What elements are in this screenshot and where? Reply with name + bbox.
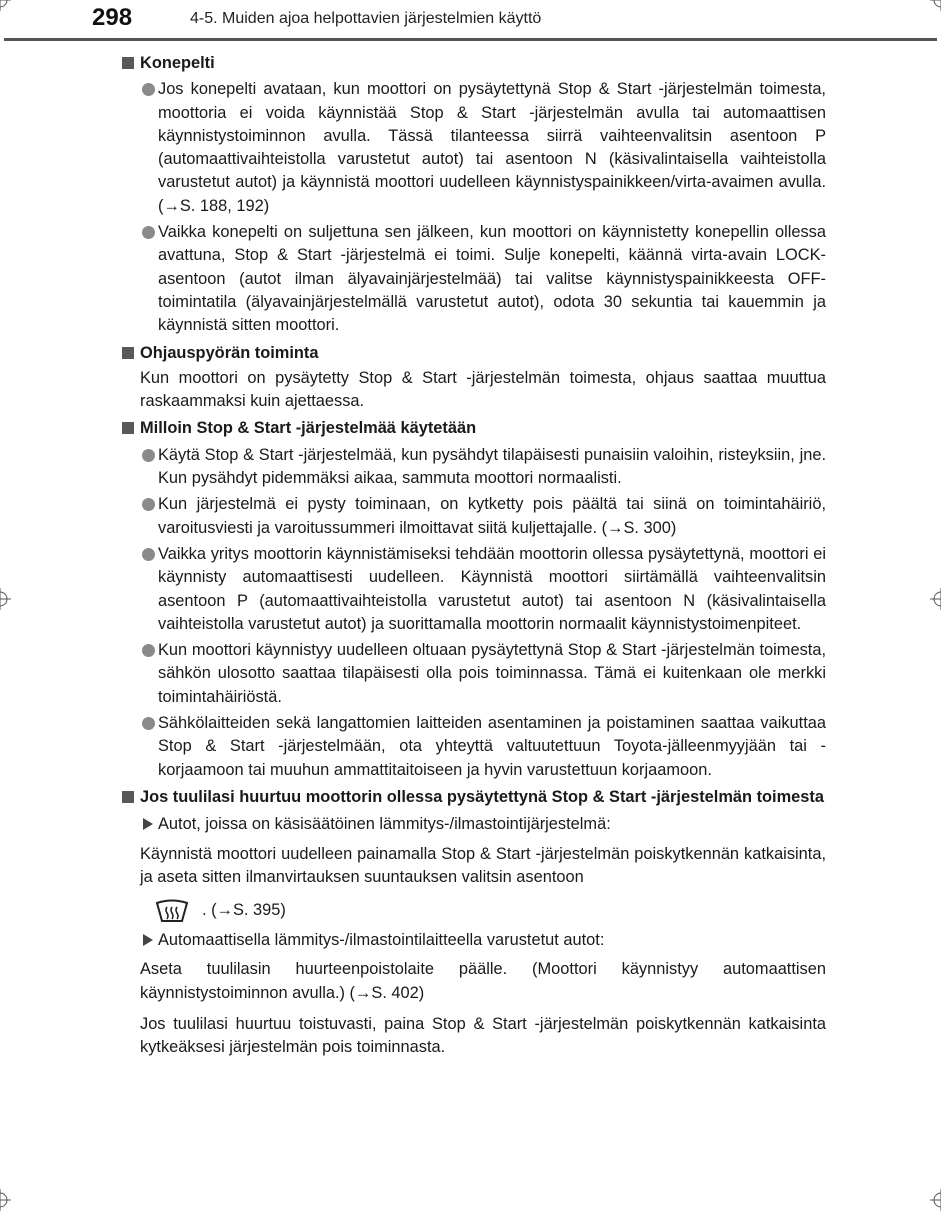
- bullet-item: Vaikka konepelti on suljettuna sen jälkeen, kun moottori on käynnistetty konepellin ollessa avattuna, Stop & Start -järjestelmä ei toimi. Sulje konepelti, käännä virta-avain LOCK-asentoon (autot ilman älyavainjärjestelmää) tai valitse käynnistyspainikkeesta OFF-toimintatila (älyavainjärjestelmällä varustetut autot), odota 30 sekuntia tai kauemmin ja käynnistä sitten moottori.: [121, 221, 826, 337]
- paragraph: Kun moottori on pysäytetty Stop & Start -järjestelmän toimesta, ohjaus saattaa muuttua raskaammaksi kuin ajettaessa.: [140, 368, 826, 411]
- bullet-item: Kun järjestelmä ei pysty toiminaan, on kytketty pois päältä tai siinä on toimintahäiriö, varoitusviesti ja varoitussummeri ilmoittavat siitä kuljettajalle. (→S. 300): [121, 493, 826, 540]
- paragraph: Jos tuulilasi huurtuu toistuvasti, paina Stop & Start -järjestelmän poiskytkennän katkaisinta kytkeäksesi järjestelmän pois toiminnasta.: [140, 1014, 826, 1057]
- registration-mark: [930, 1189, 941, 1211]
- bullet-dot-icon: [142, 644, 155, 657]
- section-heading: Ohjauspyörän toiminta: [121, 342, 826, 365]
- bullet-dot-icon: [142, 226, 155, 239]
- registration-mark: [0, 588, 11, 610]
- page-content: [121, 52, 826, 1060]
- bullet-dot-icon: [142, 548, 155, 561]
- chapter-title: 4-5. Muiden ajoa helpottavien järjestelmien käyttö: [190, 10, 542, 27]
- paragraph: Aseta tuulilasin huurteenpoistolaite päälle. (Moottori käynnistyy automaattisen käynnistystoiminnon avulla.) (→S. 402): [140, 960, 826, 1002]
- bullet-dot-icon: [142, 717, 155, 730]
- registration-mark: [930, 0, 941, 11]
- paragraph: Käynnistä moottori uudelleen painamalla Stop & Start -järjestelmän poiskytkennän katkaisinta, ja aseta sitten ilmanvirtauksen suuntauksen valitsin asentoon: [140, 844, 826, 886]
- bullet-item: Jos konepelti avataan, kun moottori on pysäytettynä Stop & Start -järjestelmän toimesta, moottoria ei voida käynnistää Stop & Start -järjestelmän avulla tai automaattisen käynnistystoiminnon avulla. Tässä tilanteessa siirrä vaihteenvalitsin asentoon P (automaattivaihteistolla varustetut autot) tai asentoon N (käsivalintaisella vaihteistolla varustetut autot) ja käynnistä moottori uudelleen käynnistyspainikkeen/virta-avaimen avulla. (→S. 188, 192): [121, 78, 826, 218]
- section-heading: Jos tuulilasi huurtuu moottorin ollessa pysäytettynä Stop & Start -järjestelmän toimesta: [121, 786, 826, 809]
- defroster-reference: [121, 899, 826, 923]
- bullet-item: Sähkölaitteiden sekä langattomien laitteiden asentaminen ja poistaminen saattaa vaikuttaa Stop & Start -järjestelmään, ota yhteyttä valtuutettuun Toyota-jälleenmyyjään tai -korjaamoon tai muuhun ammattitaitoiseen ja hyvin varustettuun korjaamoon.: [121, 712, 826, 782]
- section-square-icon: [122, 791, 134, 803]
- triangle-bullet-icon: [143, 934, 153, 946]
- section-square-icon: [122, 422, 134, 434]
- bullet-item: Kun moottori käynnistyy uudelleen oltuaan pysäytettynä Stop & Start -järjestelmän toimesta, sähkön ulosotto saattaa tilapäisesti olla pois toiminnassa. Tämä ei kuitenkaan ole merkki toimintahäiriöstä.: [121, 639, 826, 709]
- page-reference: . (→S. 395): [202, 901, 286, 920]
- section-heading: Milloin Stop & Start -järjestelmää käytetään: [121, 417, 826, 440]
- bullet-item: Vaikka yritys moottorin käynnistämiseksi tehdään moottorin ollessa pysäytettynä, moottori ei käynnisty automaattisesti uudelleen. Käynnistä moottori siirtämällä vaihteenvalitsin asentoon P (automaattivaihteistolla varustetut autot) tai asentoon N (käsivalintaisella vaihteistolla varustetut autot) ja suorittamalla moottorin normaalit käynnistystoimenpiteet.: [121, 543, 826, 636]
- registration-mark: [930, 588, 941, 610]
- page-number: 298: [92, 4, 133, 31]
- header-rule: [4, 38, 937, 41]
- bullet-item: Käytä Stop & Start -järjestelmää, kun pysähdyt tilapäisesti punaisiin valoihin, risteyksiin, jne. Kun pysähdyt pidemmäksi aikaa, sammuta moottori normaalisti.: [121, 444, 826, 491]
- bullet-dot-icon: [142, 449, 155, 462]
- section-square-icon: [122, 57, 134, 69]
- bullet-dot-icon: [142, 498, 155, 511]
- registration-mark: [0, 0, 11, 11]
- subheading-automatic: Automaattisella lämmitys-/ilmastointilaitteella varustetut autot:: [121, 929, 826, 952]
- windshield-defroster-icon: [154, 899, 190, 923]
- bullet-dot-icon: [142, 83, 155, 96]
- section-square-icon: [122, 347, 134, 359]
- triangle-bullet-icon: [143, 818, 153, 830]
- registration-mark: [0, 1189, 11, 1211]
- subheading-manual: Autot, joissa on käsisäätöinen lämmitys-/ilmastointijärjestelmä:: [121, 813, 826, 836]
- section-heading: Konepelti: [121, 52, 826, 75]
